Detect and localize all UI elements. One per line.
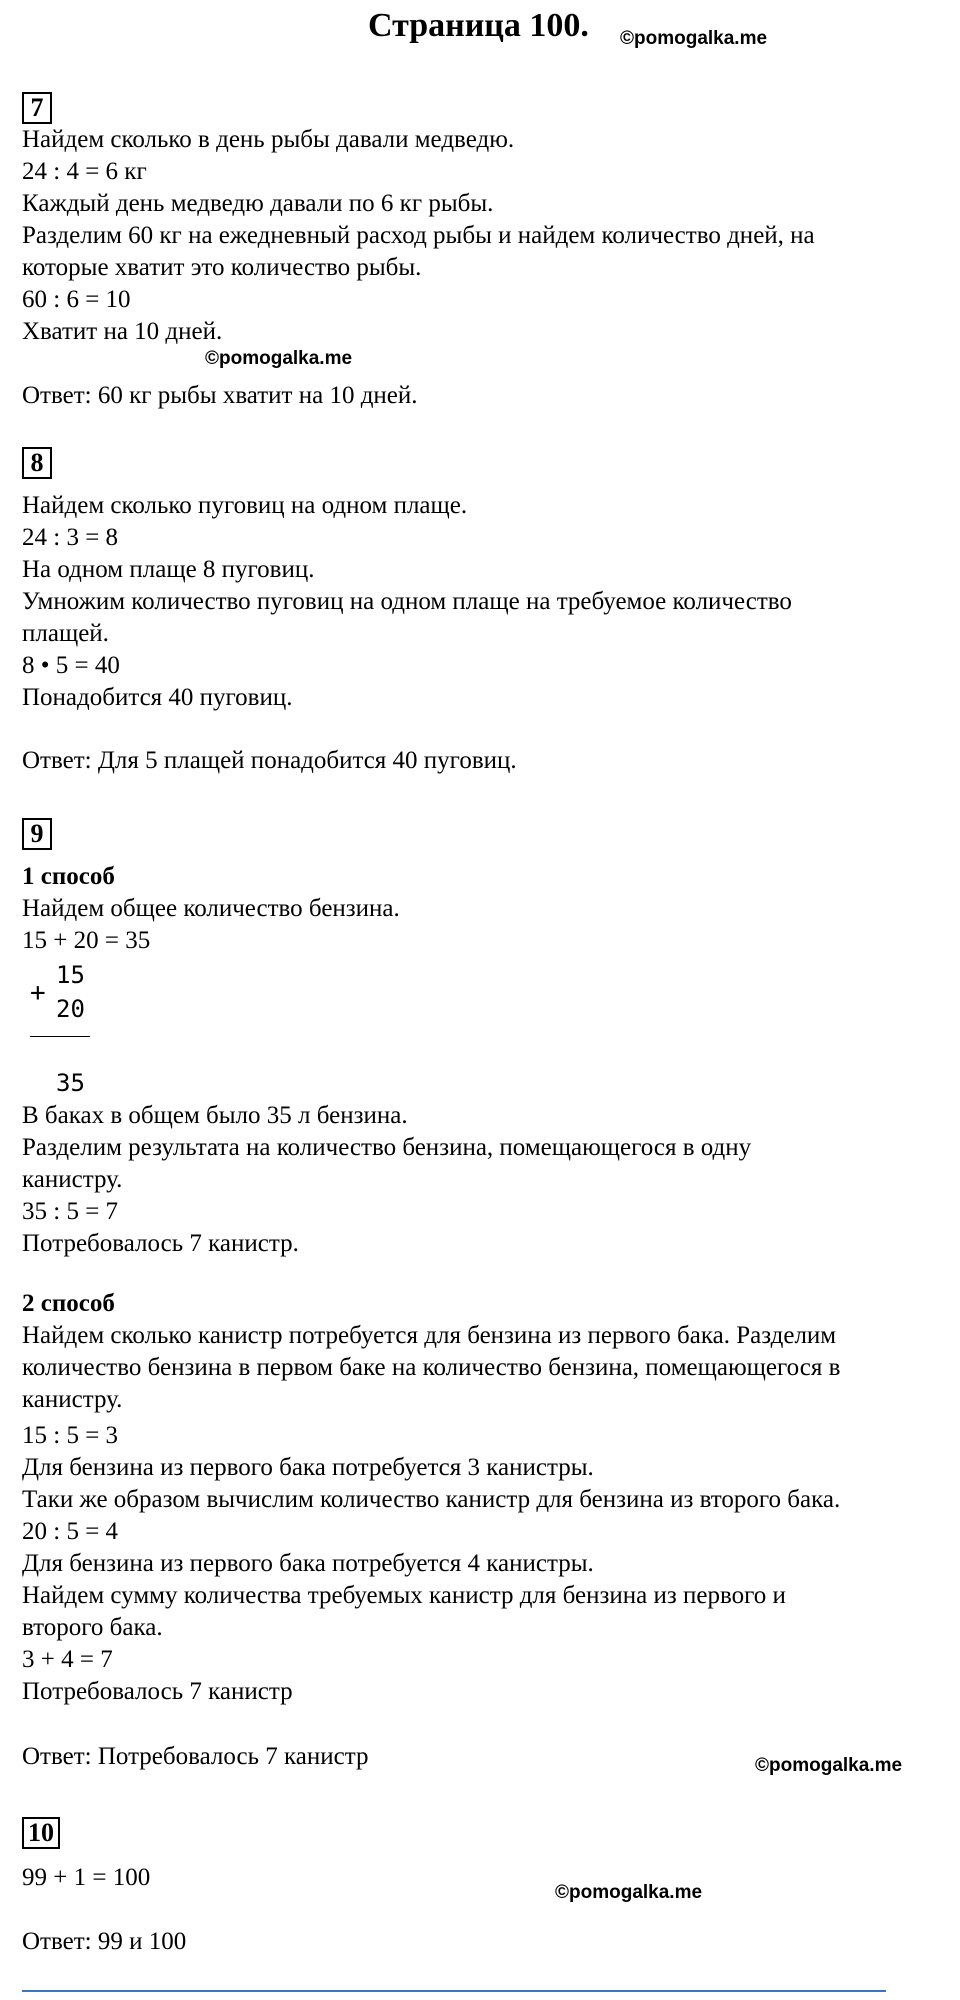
task-9-line: Разделим результата на количество бензина, помещающегося в одну xyxy=(22,1134,752,1161)
task-7-line: которые хватит это количество рыбы. xyxy=(22,254,422,281)
task-9-line: канистру. xyxy=(22,1386,123,1413)
task-8-line: На одном плаще 8 пуговиц. xyxy=(22,556,315,583)
task-8-line: Найдем сколько пуговиц на одном плаще. xyxy=(22,492,468,519)
watermark: ©pomogalka.me xyxy=(620,28,768,49)
task-8-line: плащей. xyxy=(22,620,109,647)
column-bottom-number: 20 xyxy=(56,995,85,1023)
task-10-number: 10 xyxy=(22,1817,60,1849)
task-8-line: Умножим количество пуговиц на одном плаще на требуемое количество xyxy=(22,588,792,615)
task-10-answer: Ответ: 99 и 100 xyxy=(22,1928,187,1955)
task-7-line: Хватит на 10 дней. xyxy=(22,318,223,345)
column-divider xyxy=(30,1036,90,1037)
column-plus-sign: + xyxy=(30,978,46,1008)
page-title: Страница 100. xyxy=(368,7,589,44)
task-7-number: 7 xyxy=(22,92,52,124)
task-9-line: количество бензина в первом баке на количество бензина, помещающегося в xyxy=(22,1354,841,1381)
column-result: 35 xyxy=(56,1069,85,1097)
task-9-line: канистру. xyxy=(22,1166,123,1193)
task-9-line: Таки же образом вычислим количество канистр для бензина из второго бака. xyxy=(22,1486,841,1513)
task-9-line: Потребовалось 7 канистр xyxy=(22,1678,293,1705)
task-7-line: 60 : 6 = 10 xyxy=(22,286,131,313)
task-9-line: Найдем сколько канистр потребуется для бензина из первого бака. Разделим xyxy=(22,1322,837,1349)
task-9-line: Найдем сумму количества требуемых канистр для бензина из первого и xyxy=(22,1582,786,1609)
task-9-number: 9 xyxy=(22,818,52,850)
task-9-line: 3 + 4 = 7 xyxy=(22,1646,113,1673)
method-1-heading: 1 способ xyxy=(22,863,115,890)
watermark: ©pomogalka.me xyxy=(555,1882,703,1903)
task-10-line: 99 + 1 = 100 xyxy=(22,1864,151,1891)
task-7-line: Разделим 60 кг на ежедневный расход рыбы и найдем количество дней, на xyxy=(22,222,815,249)
task-9-line: второго бака. xyxy=(22,1614,163,1641)
task-8-number: 8 xyxy=(22,447,52,479)
task-9-line: Для бензина из первого бака потребуется 4 канистры. xyxy=(22,1550,594,1577)
task-9-line: Для бензина из первого бака потребуется 3 канистры. xyxy=(22,1454,594,1481)
task-8-line: 24 : 3 = 8 xyxy=(22,524,119,551)
task-9-line: 15 : 5 = 3 xyxy=(22,1422,119,1449)
task-9-line: В баках в общем было 35 л бензина. xyxy=(22,1102,408,1129)
task-9-line: Потребовалось 7 канистр. xyxy=(22,1230,299,1257)
watermark: ©pomogalka.me xyxy=(205,348,353,369)
method-2-heading: 2 способ xyxy=(22,1290,115,1317)
task-7-line: Каждый день медведю давали по 6 кг рыбы. xyxy=(22,190,494,217)
column-top-number: 15 xyxy=(56,961,85,989)
watermark: ©pomogalka.me xyxy=(755,1755,903,1776)
task-9-line: 20 : 5 = 4 xyxy=(22,1518,119,1545)
task-8-line: 8 • 5 = 40 xyxy=(22,652,120,679)
task-9-line: Найдем общее количество бензина. xyxy=(22,895,400,922)
page-bottom-rule xyxy=(22,1990,886,1992)
task-9-answer: Ответ: Потребовалось 7 канистр xyxy=(22,1743,369,1770)
task-9-line: 15 + 20 = 35 xyxy=(22,927,151,954)
task-8-answer: Ответ: Для 5 плащей понадобится 40 пуговиц. xyxy=(22,747,517,774)
task-7-line: 24 : 4 = 6 кг xyxy=(22,158,147,185)
task-7-answer: Ответ: 60 кг рыбы хватит на 10 дней. xyxy=(22,382,418,409)
task-7-line: Найдем сколько в день рыбы давали медведю. xyxy=(22,126,515,153)
task-9-line: 35 : 5 = 7 xyxy=(22,1198,119,1225)
task-8-line: Понадобится 40 пуговиц. xyxy=(22,684,293,711)
